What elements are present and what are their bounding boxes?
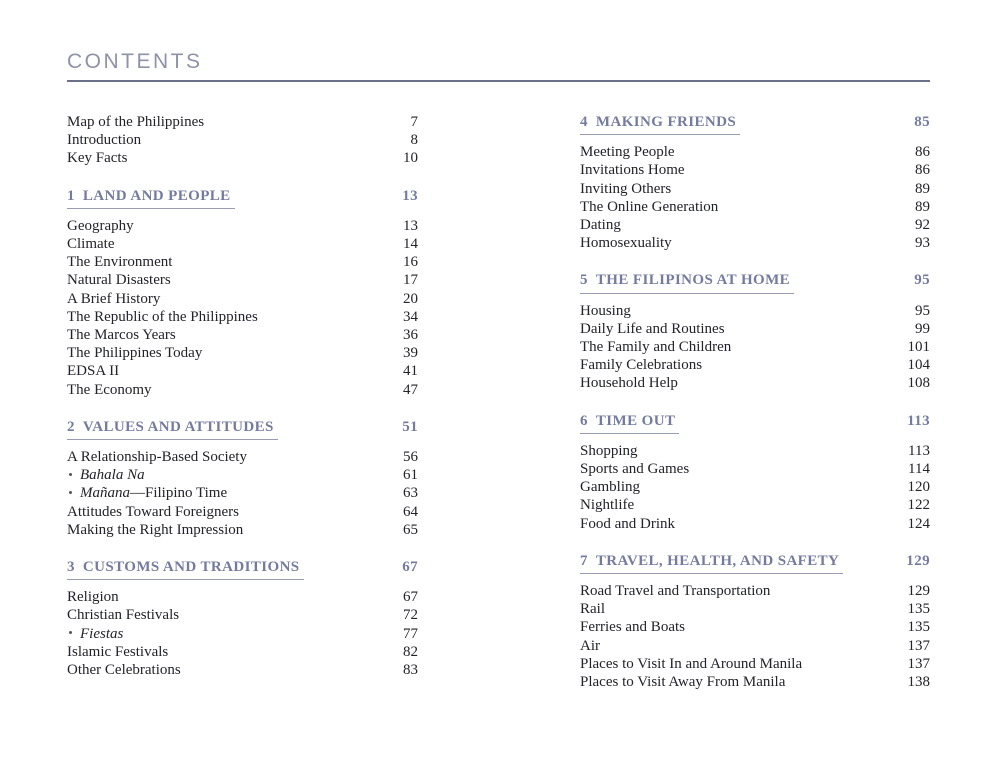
front-matter-item: [67, 149, 418, 167]
toc-item: [580, 442, 930, 460]
page-title: CONTENTS: [67, 50, 203, 73]
toc-item: [580, 478, 930, 496]
toc-item: [67, 466, 418, 484]
section-number: 6: [580, 412, 588, 429]
item-page-number: 39: [403, 345, 418, 362]
section-title: VALUES AND ATTITUDES: [82, 418, 274, 435]
section-page-number: 67: [402, 559, 418, 576]
item-page-number: 129: [907, 583, 930, 600]
toc-item: [580, 515, 930, 533]
item-label: Rail: [580, 601, 605, 618]
item-page-number: 61: [403, 467, 418, 484]
toc-item: [580, 143, 930, 161]
toc-item: [580, 496, 930, 514]
toc-section: [580, 271, 930, 392]
section-title: LAND AND PEOPLE: [82, 187, 231, 204]
toc-section: [67, 558, 418, 679]
item-page-number: 7: [410, 114, 418, 130]
item-page-number: 95: [915, 302, 930, 319]
toc-item: [580, 161, 930, 179]
toc-item: [580, 302, 930, 320]
item-label: Key Facts: [67, 150, 128, 167]
toc-item: [580, 338, 930, 356]
section-number: 1: [67, 187, 75, 204]
item-page-number: 101: [907, 339, 930, 356]
item-label: Climate: [67, 236, 115, 253]
toc-item: [580, 460, 930, 478]
item-label-part: Fiestas: [80, 625, 124, 642]
item-page-number: 138: [907, 674, 930, 691]
toc-item: [580, 234, 930, 252]
item-label: Ferries and Boats: [580, 619, 685, 636]
item-label: Shopping: [580, 442, 638, 459]
toc-section: [67, 418, 418, 539]
section-heading: [580, 552, 843, 574]
item-page-number: 122: [907, 497, 930, 514]
front-matter-item: [67, 113, 418, 131]
item-page-number: 67: [403, 589, 418, 606]
toc-item: [67, 643, 418, 661]
item-page-number: 104: [907, 357, 930, 374]
section-page-number: 95: [914, 272, 930, 289]
item-label: Other Celebrations: [67, 662, 181, 679]
item-label: The Family and Children: [580, 339, 732, 356]
item-label: A Brief History: [67, 290, 161, 307]
bullet-icon: [69, 631, 72, 634]
right-column: [580, 113, 930, 691]
toc-item: [580, 637, 930, 655]
item-label: Food and Drink: [580, 515, 675, 532]
item-page-number: 135: [907, 601, 930, 618]
item-page-number: 135: [907, 619, 930, 636]
section-title: TIME OUT: [595, 412, 676, 429]
item-page-number: 83: [403, 662, 418, 679]
item-page-number: 137: [907, 637, 930, 654]
item-page-number: 64: [403, 503, 418, 520]
section-number: 5: [580, 272, 588, 289]
toc-section: [580, 552, 930, 691]
item-page-number: 10: [403, 150, 418, 167]
item-page-number: 113: [908, 442, 930, 459]
toc-item: [67, 217, 418, 235]
toc-item: [580, 320, 930, 338]
section-header: [67, 558, 418, 580]
toc-section: [580, 412, 930, 533]
toc-item: [67, 362, 418, 380]
item-label: Family Celebrations: [580, 357, 703, 374]
section-heading: [67, 558, 304, 580]
toc-item: [580, 216, 930, 234]
item-page-number: 137: [907, 655, 930, 672]
section-title: TRAVEL, HEALTH, AND SAFETY: [595, 552, 840, 569]
item-label: The Philippines Today: [67, 345, 203, 362]
item-label: Christian Festivals: [67, 607, 180, 624]
item-label: Sports and Games: [580, 461, 690, 478]
item-page-number: 8: [410, 132, 418, 149]
item-label: The Environment: [67, 254, 173, 271]
item-page-number: 63: [403, 485, 418, 502]
item-page-number: 72: [403, 607, 418, 624]
toc-item: [67, 521, 418, 539]
toc-item: [67, 326, 418, 344]
toc-section: [67, 187, 418, 399]
item-label: Invitations Home: [580, 162, 685, 179]
item-page-number: 13: [403, 217, 418, 234]
section-heading: [580, 271, 794, 293]
toc-item: [67, 661, 418, 679]
item-label-part: —Filipino Time: [130, 485, 228, 502]
item-page-number: 14: [403, 236, 418, 253]
toc-item: [580, 198, 930, 216]
item-page-number: 77: [403, 625, 418, 642]
section-header: [580, 271, 930, 293]
toc-section: [580, 113, 930, 252]
item-label: The Republic of the Philippines: [67, 308, 258, 325]
item-label: Gambling: [580, 479, 640, 496]
section-heading: [580, 113, 740, 135]
item-label: [67, 484, 227, 502]
toc-item: [580, 374, 930, 392]
item-page-number: 86: [915, 162, 930, 179]
item-page-number: 41: [403, 363, 418, 380]
toc-item: [67, 235, 418, 253]
item-page-number: 108: [907, 375, 930, 392]
toc-item: [67, 271, 418, 289]
item-label: Making the Right Impression: [67, 521, 244, 538]
bullet-icon: [69, 473, 72, 476]
section-page-number: 85: [914, 114, 930, 130]
front-matter-list: [67, 113, 418, 168]
item-label: [67, 625, 123, 643]
item-page-number: 16: [403, 254, 418, 271]
item-page-number: 36: [403, 327, 418, 344]
item-label: Natural Disasters: [67, 272, 171, 289]
toc-item: [67, 253, 418, 271]
toc-columns: [67, 113, 930, 691]
item-page-number: 89: [915, 198, 930, 215]
item-label: Places to Visit Away From Manila: [580, 674, 786, 691]
toc-item: [67, 588, 418, 606]
toc-item: [67, 484, 418, 502]
section-heading: [580, 412, 679, 434]
item-page-number: 34: [403, 308, 418, 325]
toc-item: [67, 344, 418, 362]
section-header: [580, 552, 930, 574]
page-header: [67, 50, 930, 82]
item-label: Places to Visit In and Around Manila: [580, 655, 803, 672]
item-label: EDSA II: [67, 363, 120, 380]
item-label: Attitudes Toward Foreigners: [67, 503, 239, 520]
item-page-number: 17: [403, 272, 418, 289]
item-label: Inviting Others: [580, 180, 672, 197]
item-label: Nightlife: [580, 497, 635, 514]
section-header: [67, 187, 418, 209]
toc-item: [580, 180, 930, 198]
toc-item: [67, 606, 418, 624]
toc-item: [67, 308, 418, 326]
item-label-part: Bahala Na: [80, 467, 145, 484]
left-column: [67, 113, 418, 691]
item-page-number: 99: [915, 320, 930, 337]
item-label: Daily Life and Routines: [580, 320, 725, 337]
item-page-number: 20: [403, 290, 418, 307]
item-page-number: 120: [907, 479, 930, 496]
item-page-number: 86: [915, 144, 930, 161]
toc-item: [580, 655, 930, 673]
section-page-number: 113: [907, 412, 930, 429]
item-page-number: 56: [403, 449, 418, 466]
item-label: Religion: [67, 589, 119, 606]
item-label: Introduction: [67, 132, 142, 149]
item-page-number: 89: [915, 180, 930, 197]
toc-item: [580, 673, 930, 691]
front-matter-item: [67, 131, 418, 149]
section-page-number: 13: [402, 187, 418, 204]
toc-item: [67, 625, 418, 643]
item-label: Air: [580, 637, 600, 654]
toc-item: [580, 600, 930, 618]
section-page-number: 129: [906, 552, 930, 569]
toc-item: [580, 356, 930, 374]
section-number: 2: [67, 418, 75, 435]
item-page-number: 92: [915, 217, 930, 234]
item-label: The Online Generation: [580, 198, 719, 215]
toc-item: [67, 381, 418, 399]
item-label: Household Help: [580, 375, 678, 392]
section-number: 4: [580, 114, 588, 130]
item-label: Road Travel and Transportation: [580, 583, 771, 600]
section-number: 3: [67, 559, 75, 576]
item-page-number: 124: [907, 515, 930, 532]
item-label: Dating: [580, 217, 621, 234]
section-heading: [67, 187, 235, 209]
section-number: 7: [580, 552, 588, 569]
toc-item: [67, 503, 418, 521]
item-page-number: 65: [403, 521, 418, 538]
item-label: Homosexuality: [580, 235, 672, 252]
toc-item: [580, 582, 930, 600]
item-label: A Relationship-Based Society: [67, 449, 247, 466]
section-page-number: 51: [402, 418, 418, 435]
item-page-number: 93: [915, 235, 930, 252]
section-header: [580, 113, 930, 135]
section-title: THE FILIPINOS AT HOME: [595, 272, 791, 289]
item-page-number: 114: [908, 461, 930, 478]
item-label: The Marcos Years: [67, 327, 176, 344]
item-label-part: Mañana: [80, 485, 130, 502]
section-header: [580, 412, 930, 434]
toc-item: [67, 290, 418, 308]
item-label: Islamic Festivals: [67, 643, 169, 660]
item-label: The Economy: [67, 381, 152, 398]
bullet-icon: [69, 491, 72, 494]
section-header: [67, 418, 418, 440]
item-label: Meeting People: [580, 144, 675, 161]
item-label: [67, 466, 145, 484]
item-label: Geography: [67, 217, 134, 234]
item-page-number: 82: [403, 643, 418, 660]
item-label: Housing: [580, 302, 631, 319]
item-page-number: 47: [403, 381, 418, 398]
item-label: Map of the Philippines: [67, 114, 205, 130]
section-title: MAKING FRIENDS: [595, 114, 737, 130]
toc-item: [67, 448, 418, 466]
toc-item: [580, 618, 930, 636]
section-heading: [67, 418, 278, 440]
section-title: CUSTOMS AND TRADITIONS: [82, 559, 300, 576]
